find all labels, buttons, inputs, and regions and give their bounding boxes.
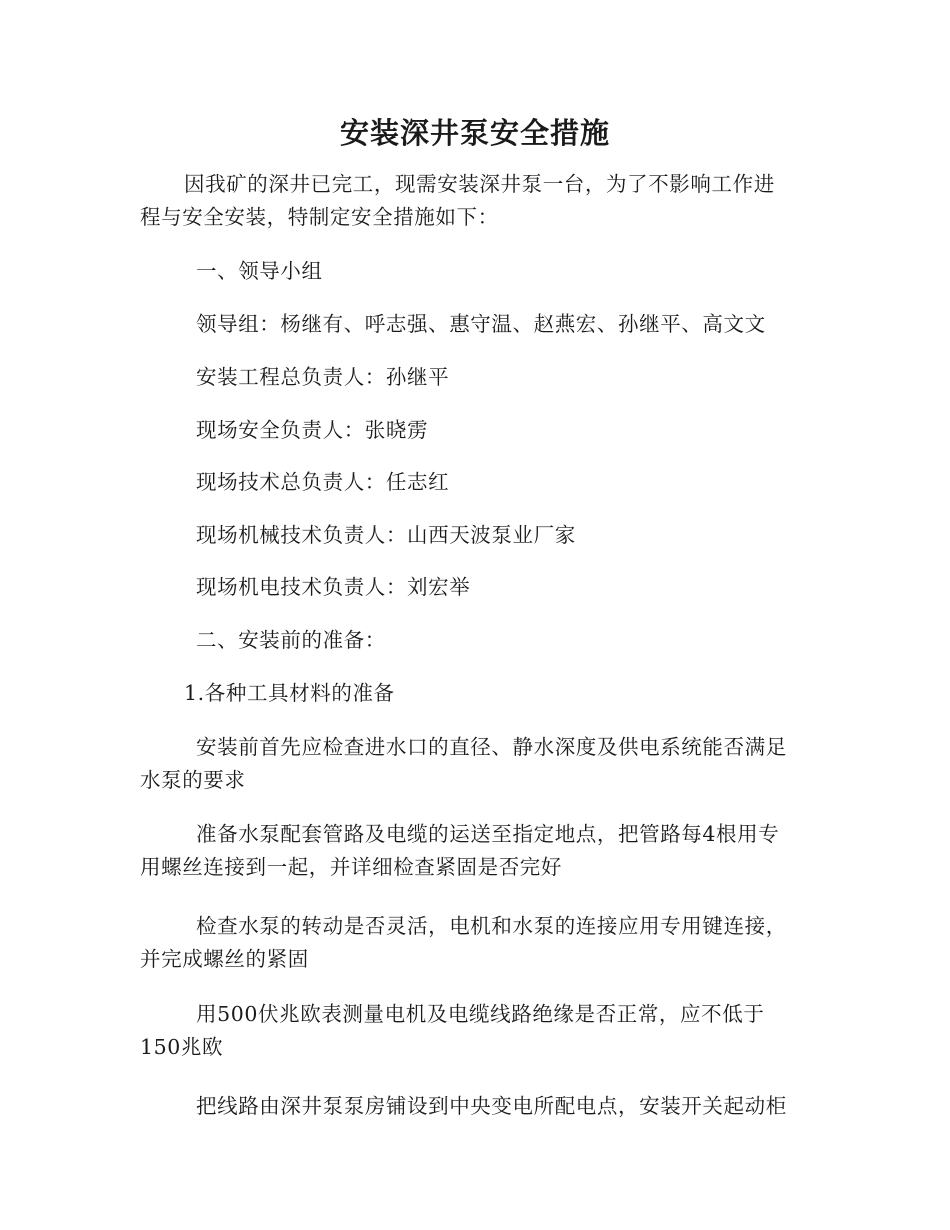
intro-paragraph: [140, 168, 810, 234]
safety-line: 现场安全负责人：张晓雳: [196, 418, 429, 442]
paragraph-3: 检查水泵的转动是否灵活，电机和水泵的连接应用专用键连接， 并完成螺丝的紧固: [140, 914, 787, 971]
paragraph-5: 把线路由深井泵泵房铺设到中央变电所配电点，安装开关起动柜: [196, 1094, 787, 1118]
leaders-line: 领导组：杨继有、呼志强、惠守温、赵燕宏、孙继平、高文文: [196, 312, 766, 336]
section1-heading: 一、领导小组: [196, 259, 323, 283]
paragraph-4: 用500伏兆欧表测量电机及电缆线路绝缘是否正常，应不低于 150兆欧: [140, 1002, 765, 1059]
sub-heading-1: 1.各种工具材料的准备: [184, 681, 395, 705]
intro-line-1: 因我矿的深井已完工，现需安装深井泵一台，为了不影响工作进: [184, 172, 775, 196]
intro-line-2: 程与安全安装，特制定安全措施如下：: [140, 205, 499, 229]
document-title: 安装深井泵安全措施: [339, 116, 610, 150]
paragraph-2: 准备水泵配套管路及电缆的运送至指定地点，把管路每4根用专 用螺丝连接到一起，并详细检查紧固是否完好: [140, 822, 780, 879]
paragraph-1: 安装前首先应检查进水口的直径、静水深度及供电系统能否满足 水泵的要求: [140, 735, 787, 792]
section2-heading: 二、安装前的准备：: [196, 628, 386, 652]
mech-line: 现场机械技术负责人：山西天波泵业厂家: [196, 523, 576, 547]
elec-line: 现场机电技术负责人：刘宏举: [196, 575, 471, 599]
chief-line: 安装工程总负责人：孙继平: [196, 365, 450, 389]
tech-line: 现场技术总负责人：任志红: [196, 470, 450, 494]
